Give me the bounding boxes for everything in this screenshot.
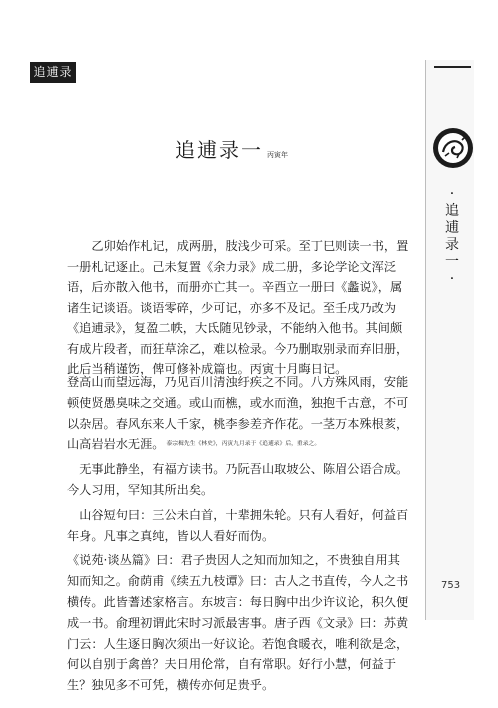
paragraph: 《说苑·谈丛篇》曰：君子贵因人之知而加知之，不贵独自用其知而知之。俞荫甫《续五九枝谭》曰：古人之书直传，今人之书横传。此皆蓍述家格言。东坡言：每日胸中出少许议论，积久便成一书。俞理初谓此宋时习派最害事。唐子西《文录》曰：苏黄门云：人生逐日胸次须出一好议论。若饱食暖衣，唯利欲是念，何以自别于禽兽？夫日用伦常，自有常职。好行小慧，何益于生？独见多不可凭，横传亦何足贵乎。 (67, 553, 409, 693)
chapter-heading (175, 134, 415, 163)
vertical-chapter-title: · 追 逋 录 一 · (445, 186, 459, 287)
annotation-note: 泰宗楫先生《林史》，丙寅九月录于《追逋录》后，重录之。 (166, 441, 321, 448)
preface (67, 236, 411, 380)
chapter-title: 追逋录一 (175, 138, 263, 162)
paragraph: 无事此静坐，有福方读书。乃阮吾山取坡公、陈眉公语合成。今人习用，罕知其所出矣。 (67, 462, 409, 497)
margin-rule (434, 66, 471, 68)
main-text (67, 372, 411, 700)
paragraph: 山谷短句曰：三公未白首，十辈拥朱轮。只有人看好，何益百年身。凡事之真纯，皆以人看好而伪。 (67, 507, 409, 543)
preface-paragraph: 乙卯始作札记，成两册，肢浅少可采。至丁巳则读一书，置一册札记逐止。己未复置《余力录》成二册，多论学论文浑泛语，后亦散入他书，而册亦亡其一。辛酉立一册曰《蠡说》，属诸生记谈语。谈语零碎，少可记，亦多不及记。至壬戌乃改为《追逋录》，复盈二帙，大氐随见钞录，不能纳入他书。其间颇有成片段者，而狂草涂乙，难以检录。今乃删取别录而弃旧册，此后当稍谨饬，俾可修补成篇也。丙寅十月晦日记。 (67, 239, 409, 376)
chapter-year: 丙寅年 (267, 151, 288, 159)
dragon-emblem-icon (431, 126, 475, 170)
paragraph: 登高山而望远海，乃见百川清浊纡疾之不同。八方殊风雨，安能顿使贤愚臭味之交通。或山而樵，或水而渔，独抱千古意，不可以杂居。春风东来人千家，桃李参差齐作花。一茎万本殊根荄，山高岩岩水无涯。 泰宗楫先生《林史》，丙寅九月录于《追逋录》后，重录之。 (67, 375, 409, 452)
chapter-tab: 追逋录 (30, 62, 76, 83)
page-number: 753 (441, 580, 461, 591)
